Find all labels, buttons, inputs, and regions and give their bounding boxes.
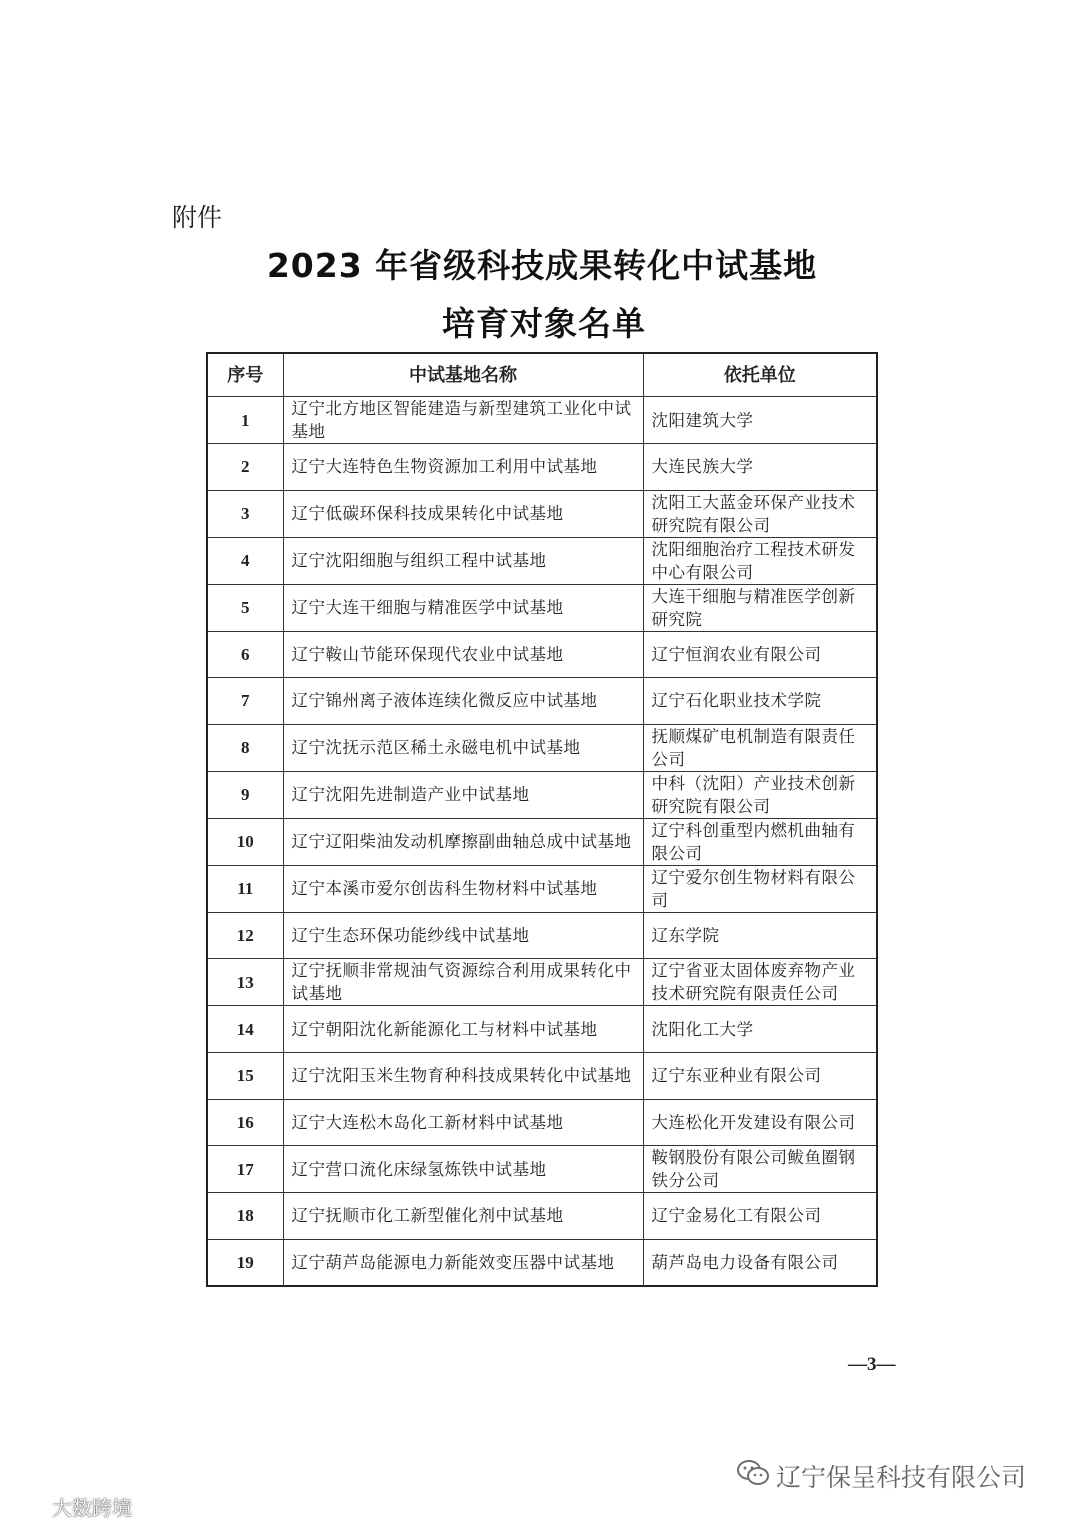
table-row	[207, 959, 877, 1006]
row-number: 7	[207, 678, 283, 725]
base-name-cell: 辽宁大连干细胞与精准医学中试基地	[283, 584, 643, 631]
unit-cell: 大连民族大学	[643, 444, 877, 491]
unit-cell: 辽东学院	[643, 912, 877, 959]
weibo-watermark	[14, 1492, 132, 1521]
base-name-cell: 辽宁葫芦岛能源电力新能效变压器中试基地	[283, 1239, 643, 1286]
roster-table	[206, 352, 878, 1287]
column-header-base-name: 中试基地名称	[283, 353, 643, 397]
row-number: 13	[207, 959, 283, 1006]
table-body	[207, 397, 877, 1287]
base-name-cell: 辽宁抚顺市化工新型催化剂中试基地	[283, 1193, 643, 1240]
table-row	[207, 1052, 877, 1099]
unit-cell: 鞍钢股份有限公司鲅鱼圈钢铁分公司	[643, 1146, 877, 1193]
base-name-cell: 辽宁大连松木岛化工新材料中试基地	[283, 1099, 643, 1146]
table-row	[207, 865, 877, 912]
unit-cell: 沈阳化工大学	[643, 1006, 877, 1053]
attachment-label: 附件	[172, 203, 223, 232]
table-row	[207, 1146, 877, 1193]
wechat-watermark-text: 辽宁保呈科技有限公司	[776, 1463, 1027, 1492]
table-row	[207, 537, 877, 584]
wechat-icon	[736, 1459, 770, 1493]
document-subtitle: 培育对象名单	[442, 304, 646, 343]
table-row	[207, 724, 877, 771]
table-row	[207, 490, 877, 537]
table-row	[207, 912, 877, 959]
row-number: 2	[207, 444, 283, 491]
base-name-cell: 辽宁朝阳沈化新能源化工与材料中试基地	[283, 1006, 643, 1053]
unit-cell: 辽宁东亚种业有限公司	[643, 1052, 877, 1099]
table-row	[207, 1193, 877, 1240]
base-name-cell: 辽宁沈阳玉米生物育种科技成果转化中试基地	[283, 1052, 643, 1099]
table-row	[207, 1006, 877, 1053]
document-title: 2023 年省级科技成果转化中试基地	[266, 246, 818, 285]
base-name-cell: 辽宁抚顺非常规油气资源综合利用成果转化中试基地	[283, 959, 643, 1006]
row-number: 14	[207, 1006, 283, 1053]
base-name-cell: 辽宁大连特色生物资源加工利用中试基地	[283, 444, 643, 491]
base-name-cell: 辽宁北方地区智能建造与新型建筑工业化中试基地	[283, 397, 643, 444]
table-row	[207, 678, 877, 725]
row-number: 19	[207, 1239, 283, 1286]
row-number: 6	[207, 631, 283, 678]
unit-cell: 辽宁金易化工有限公司	[643, 1193, 877, 1240]
base-name-cell: 辽宁锦州离子液体连续化微反应中试基地	[283, 678, 643, 725]
base-name-cell: 辽宁鞍山节能环保现代农业中试基地	[283, 631, 643, 678]
column-header-unit: 依托单位	[643, 353, 877, 397]
row-number: 1	[207, 397, 283, 444]
unit-cell: 辽宁省亚太固体废弃物产业技术研究院有限责任公司	[643, 959, 877, 1006]
unit-cell: 辽宁爱尔创生物材料有限公司	[643, 865, 877, 912]
row-number: 16	[207, 1099, 283, 1146]
base-name-cell: 辽宁沈阳先进制造产业中试基地	[283, 771, 643, 818]
base-name-cell: 辽宁低碳环保科技成果转化中试基地	[283, 490, 643, 537]
table-row	[207, 444, 877, 491]
unit-cell: 沈阳细胞治疗工程技术研发中心有限公司	[643, 537, 877, 584]
row-number: 18	[207, 1193, 283, 1240]
column-header-number: 序号	[207, 353, 283, 397]
page-number: —3—	[848, 1354, 896, 1375]
table-row	[207, 397, 877, 444]
unit-cell: 葫芦岛电力设备有限公司	[643, 1239, 877, 1286]
base-name-cell: 辽宁沈阳细胞与组织工程中试基地	[283, 537, 643, 584]
row-number: 4	[207, 537, 283, 584]
base-name-cell: 辽宁生态环保功能纱线中试基地	[283, 912, 643, 959]
table-row	[207, 1099, 877, 1146]
wechat-watermark	[736, 1458, 1026, 1494]
base-name-cell: 辽宁沈抚示范区稀土永磁电机中试基地	[283, 724, 643, 771]
base-name-cell: 辽宁辽阳柴油发动机摩擦副曲轴总成中试基地	[283, 818, 643, 865]
weibo-icon	[14, 1492, 48, 1521]
table-row	[207, 631, 877, 678]
table-row	[207, 1239, 877, 1286]
unit-cell: 大连松化开发建设有限公司	[643, 1099, 877, 1146]
row-number: 3	[207, 490, 283, 537]
base-name-cell: 辽宁本溪市爱尔创齿科生物材料中试基地	[283, 865, 643, 912]
table-header-row	[207, 353, 877, 397]
row-number: 9	[207, 771, 283, 818]
table-row	[207, 584, 877, 631]
row-number: 11	[207, 865, 283, 912]
row-number: 10	[207, 818, 283, 865]
table-row	[207, 771, 877, 818]
row-number: 15	[207, 1052, 283, 1099]
unit-cell: 辽宁科创重型内燃机曲轴有限公司	[643, 818, 877, 865]
unit-cell: 大连干细胞与精准医学创新研究院	[643, 584, 877, 631]
row-number: 12	[207, 912, 283, 959]
unit-cell: 中科（沈阳）产业技术创新研究院有限公司	[643, 771, 877, 818]
unit-cell: 沈阳建筑大学	[643, 397, 877, 444]
unit-cell: 辽宁石化职业技术学院	[643, 678, 877, 725]
unit-cell: 抚顺煤矿电机制造有限责任公司	[643, 724, 877, 771]
row-number: 17	[207, 1146, 283, 1193]
weibo-watermark-text: 大数跨境	[52, 1496, 132, 1520]
row-number: 5	[207, 584, 283, 631]
row-number: 8	[207, 724, 283, 771]
unit-cell: 沈阳工大蓝金环保产业技术研究院有限公司	[643, 490, 877, 537]
table-row	[207, 818, 877, 865]
unit-cell: 辽宁恒润农业有限公司	[643, 631, 877, 678]
base-name-cell: 辽宁营口流化床绿氢炼铁中试基地	[283, 1146, 643, 1193]
